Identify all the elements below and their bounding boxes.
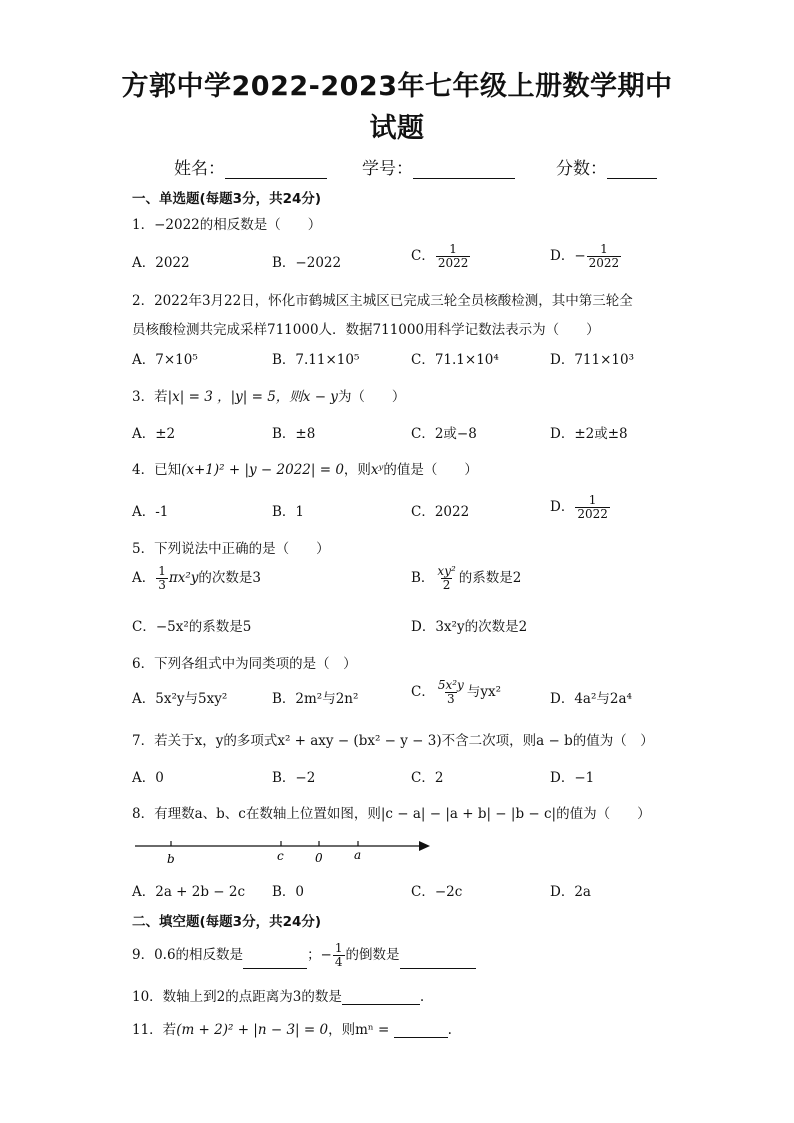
score-blank[interactable] (607, 160, 657, 179)
name-blank[interactable] (225, 160, 327, 179)
q3-option-d[interactable]: D．±2或±8 (550, 426, 628, 442)
number-line-diagram (132, 832, 434, 868)
question-6: 6．下列各组式中为同类项的是（ ） (132, 656, 357, 672)
q8-option-b[interactable]: B．0 (272, 884, 305, 900)
q2-option-d[interactable]: D．711×10³ (550, 352, 634, 368)
q3-option-b[interactable]: B．±8 (272, 426, 316, 442)
q7-option-c[interactable]: C．2 (411, 770, 444, 786)
label-a: a (354, 848, 362, 862)
question-1: 1．−2022的相反数是（ ） (132, 217, 322, 233)
fraction: $\frac{1}{3}$ (158, 564, 166, 592)
q1-option-b[interactable]: B．−2022 (272, 255, 342, 271)
student-id-field[interactable]: 学号： (362, 154, 515, 179)
question-2-line1: 2．2022年3月22日，怀化市鹤城区主城区已完成三轮全员核酸检测，其中第三轮全 (132, 293, 633, 309)
fraction: $\frac{\text{xy²}}{2}$ (437, 564, 456, 592)
question-4: 4．已知(x+1)² + |y − 2022| = 0，则xʸ的值是（ ） (132, 462, 478, 478)
q1-option-d[interactable]: D．− $\frac{1}{2022}$ (550, 242, 620, 270)
fraction: $\frac{1}{2022}$ (437, 242, 469, 270)
q7-option-a[interactable]: A．0 (132, 770, 164, 786)
q4-option-d[interactable]: D． $\frac{1}{2022}$ (550, 493, 608, 521)
question-7: 7．若关于x，y的多项式x² + axy − (bx² − y − 3)不含二次项，则a − b的值为（ ） (132, 733, 654, 749)
fraction: $\frac{1}{2022}$ (588, 242, 620, 270)
label-b: b (167, 852, 175, 866)
question-2-line2: 员核酸检测共完成采样711000人．数据711000用科学记数法表示为（ ） (132, 322, 600, 338)
q1-option-c[interactable]: C． $\frac{1}{2022}$ (411, 242, 469, 270)
section-heading-fill-blank: 二、填空题(每题3分，共24分) (132, 914, 322, 930)
fraction: $\frac{\text{5x²y}}{3}$ (437, 678, 464, 706)
q4-option-a[interactable]: A．-1 (132, 504, 169, 520)
page-title-line2: 试题 (369, 113, 425, 144)
number-line-arrow (419, 841, 430, 851)
q8-option-c[interactable]: C．−2c (411, 884, 463, 900)
question-9: 9．0.6的相反数是 ；− $\frac{1}{4}$ 的倒数是 (132, 942, 476, 969)
q2-option-b[interactable]: B．7.11×10⁵ (272, 352, 360, 368)
q9-blank-1[interactable] (243, 954, 307, 969)
q10-blank[interactable] (342, 990, 420, 1005)
q11-blank[interactable] (394, 1023, 448, 1038)
q6-option-d[interactable]: D．4a²与2a⁴ (550, 691, 632, 707)
q5-option-c[interactable]: C．−5x²的系数是5 (132, 619, 252, 635)
q6-option-a[interactable]: A．5x²y与5xy² (132, 691, 228, 707)
q8-option-d[interactable]: D．2a (550, 884, 591, 900)
question-5: 5．下列说法中正确的是（ ） (132, 541, 330, 557)
q5-option-b[interactable]: B． $\frac{\text{xy²}}{2}$ 的系数是2 (411, 564, 522, 592)
q2-option-a[interactable]: A．7×10⁵ (132, 352, 198, 368)
q5-option-a[interactable]: A． $\frac{1}{3}$ πx²y的次数是3 (132, 564, 262, 592)
q6-option-b[interactable]: B．2m²与2n² (272, 691, 359, 707)
q9-blank-2[interactable] (400, 954, 476, 969)
student-id-blank[interactable] (413, 160, 515, 179)
question-10: 10．数轴上到2的点距离为3的数是 . (132, 989, 425, 1005)
fraction: $\frac{1}{2022}$ (577, 493, 608, 521)
q6-option-c[interactable]: C． $\frac{\text{5x²y}}{3}$ 与yx² (411, 678, 501, 706)
name-field[interactable]: 姓名： (174, 154, 327, 179)
page-title: 方郭中学2022-2023年七年级上册数学期中 (121, 71, 673, 102)
q4-option-c[interactable]: C．2022 (411, 504, 470, 520)
q3-option-c[interactable]: C．2或−8 (411, 426, 477, 442)
q5-option-d[interactable]: D．3x²y的次数是2 (411, 619, 528, 635)
q4-option-b[interactable]: B．1 (272, 504, 305, 520)
q2-option-c[interactable]: C．71.1×10⁴ (411, 352, 499, 368)
question-8: 8．有理数a、b、c在数轴上位置如图，则|c − a| − |a + b| − |b − c|的值为（ ） (132, 806, 651, 822)
label-c: c (277, 849, 284, 863)
score-field[interactable]: 分数： (556, 154, 657, 179)
question-11: 11．若(m + 2)² + |n − 3| = 0，则mⁿ = . (132, 1022, 452, 1038)
q7-option-d[interactable]: D．−1 (550, 770, 595, 786)
q8-option-a[interactable]: A．2a + 2b − 2c (132, 884, 246, 900)
q7-option-b[interactable]: B．−2 (272, 770, 316, 786)
q1-option-a[interactable]: A．2022 (132, 255, 190, 271)
fraction: $\frac{1}{4}$ (334, 941, 343, 969)
question-3: 3．若|x| = 3 ，|y| = 5，则x − y为（ ） (132, 389, 406, 405)
label-0: 0 (315, 851, 323, 865)
q3-option-a[interactable]: A．±2 (132, 426, 176, 442)
section-heading-single-choice: 一、单选题(每题3分，共24分) (132, 191, 322, 207)
